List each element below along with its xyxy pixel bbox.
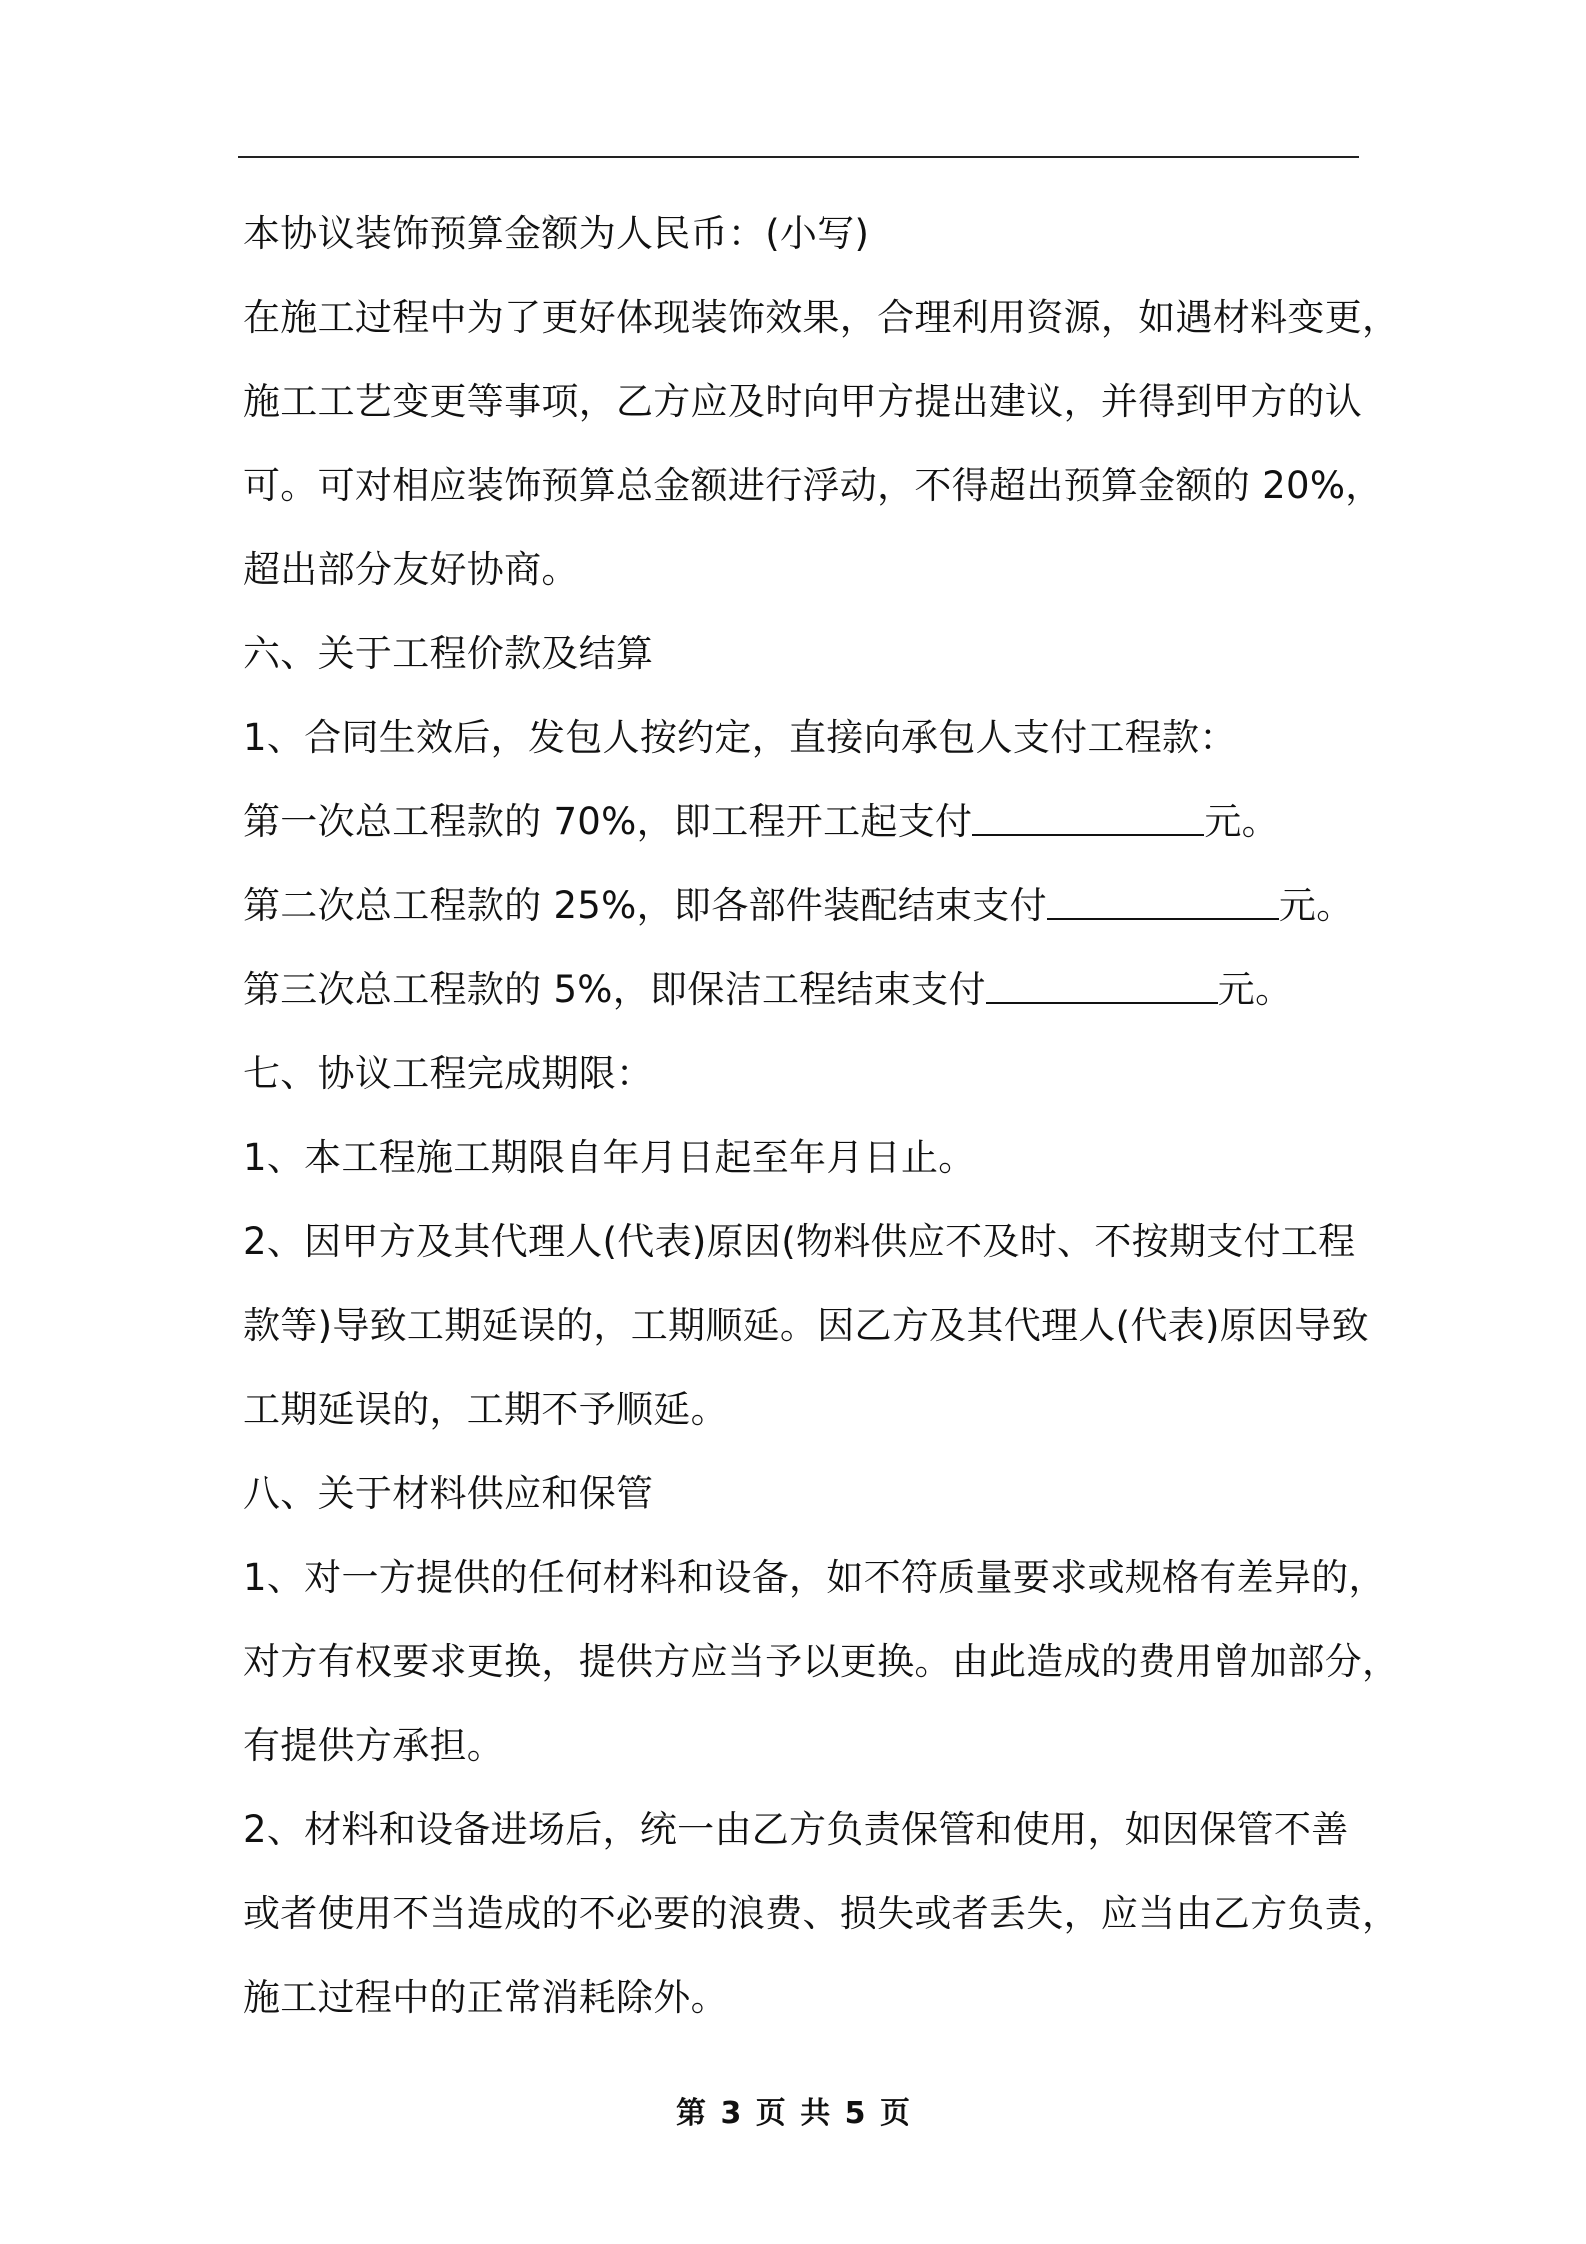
body-line: 可。可对相应装饰预算总金额进行浮动，不得超出预算金额的 20%， (243, 464, 1383, 507)
body-line: 1、对一方提供的任何材料和设备，如不符质量要求或规格有差异的， (243, 1556, 1386, 1599)
body-line: 对方有权要求更换，提供方应当予以更换。由此造成的费用曾加部分， (243, 1640, 1400, 1683)
body-line: 在施工过程中为了更好体现装饰效果，合理利用资源，如遇材料变更， (243, 296, 1400, 339)
section-heading: 八、关于材料供应和保管 (243, 1472, 654, 1515)
document-body (243, 192, 1400, 2040)
body-line: 2、材料和设备进场后，统一由乙方负责保管和使用，如因保管不善 (243, 1808, 1349, 1851)
amount-blank (972, 794, 1204, 836)
body-line: 施工工艺变更等事项，乙方应及时向甲方提出建议，并得到甲方的认 (243, 380, 1362, 423)
section-heading: 六、关于工程价款及结算 (243, 632, 654, 675)
body-line: 1、合同生效后，发包人按约定，直接向承包人支付工程款： (243, 716, 1237, 759)
payment-unit: 元。 (1204, 800, 1279, 843)
payment-text: 第一次总工程款的 70%，即工程开工起支付 (243, 800, 973, 843)
payment-line-1 (243, 780, 1373, 864)
body-line: 超出部分友好协商。 (243, 548, 579, 591)
payment-line-3 (243, 948, 1373, 1032)
page-number: 第 3 页 共 5 页 (676, 2096, 910, 2131)
body-line: 有提供方承担。 (243, 1724, 505, 1767)
body-line: 本协议装饰预算金额为人民币：(小写) (243, 212, 870, 255)
body-line: 2、因甲方及其代理人(代表)原因(物料供应不及时、不按期支付工程 (243, 1220, 1356, 1263)
amount-blank (1047, 878, 1279, 920)
body-line: 1、本工程施工期限自年月日起至年月日止。 (243, 1136, 976, 1179)
body-line: 款等)导致工期延误的，工期顺延。因乙方及其代理人(代表)原因导致 (243, 1304, 1369, 1347)
body-line: 施工过程中的正常消耗除外。 (243, 1976, 728, 2019)
amount-blank (986, 962, 1218, 1004)
body-line: 或者使用不当造成的不必要的浪费、损失或者丢失，应当由乙方负责， (243, 1892, 1400, 1935)
payment-unit: 元。 (1217, 968, 1293, 1011)
payment-text: 第二次总工程款的 25%，即各部件装配结束支付 (243, 884, 1047, 927)
payment-unit: 元。 (1278, 884, 1354, 927)
payment-text: 第三次总工程款的 5%，即保洁工程结束支付 (243, 968, 986, 1011)
section-heading: 七、协议工程完成期限： (243, 1052, 654, 1095)
payment-line-2 (243, 864, 1373, 948)
body-line: 工期延误的，工期不予顺延。 (243, 1388, 728, 1431)
header-rule (238, 156, 1359, 158)
